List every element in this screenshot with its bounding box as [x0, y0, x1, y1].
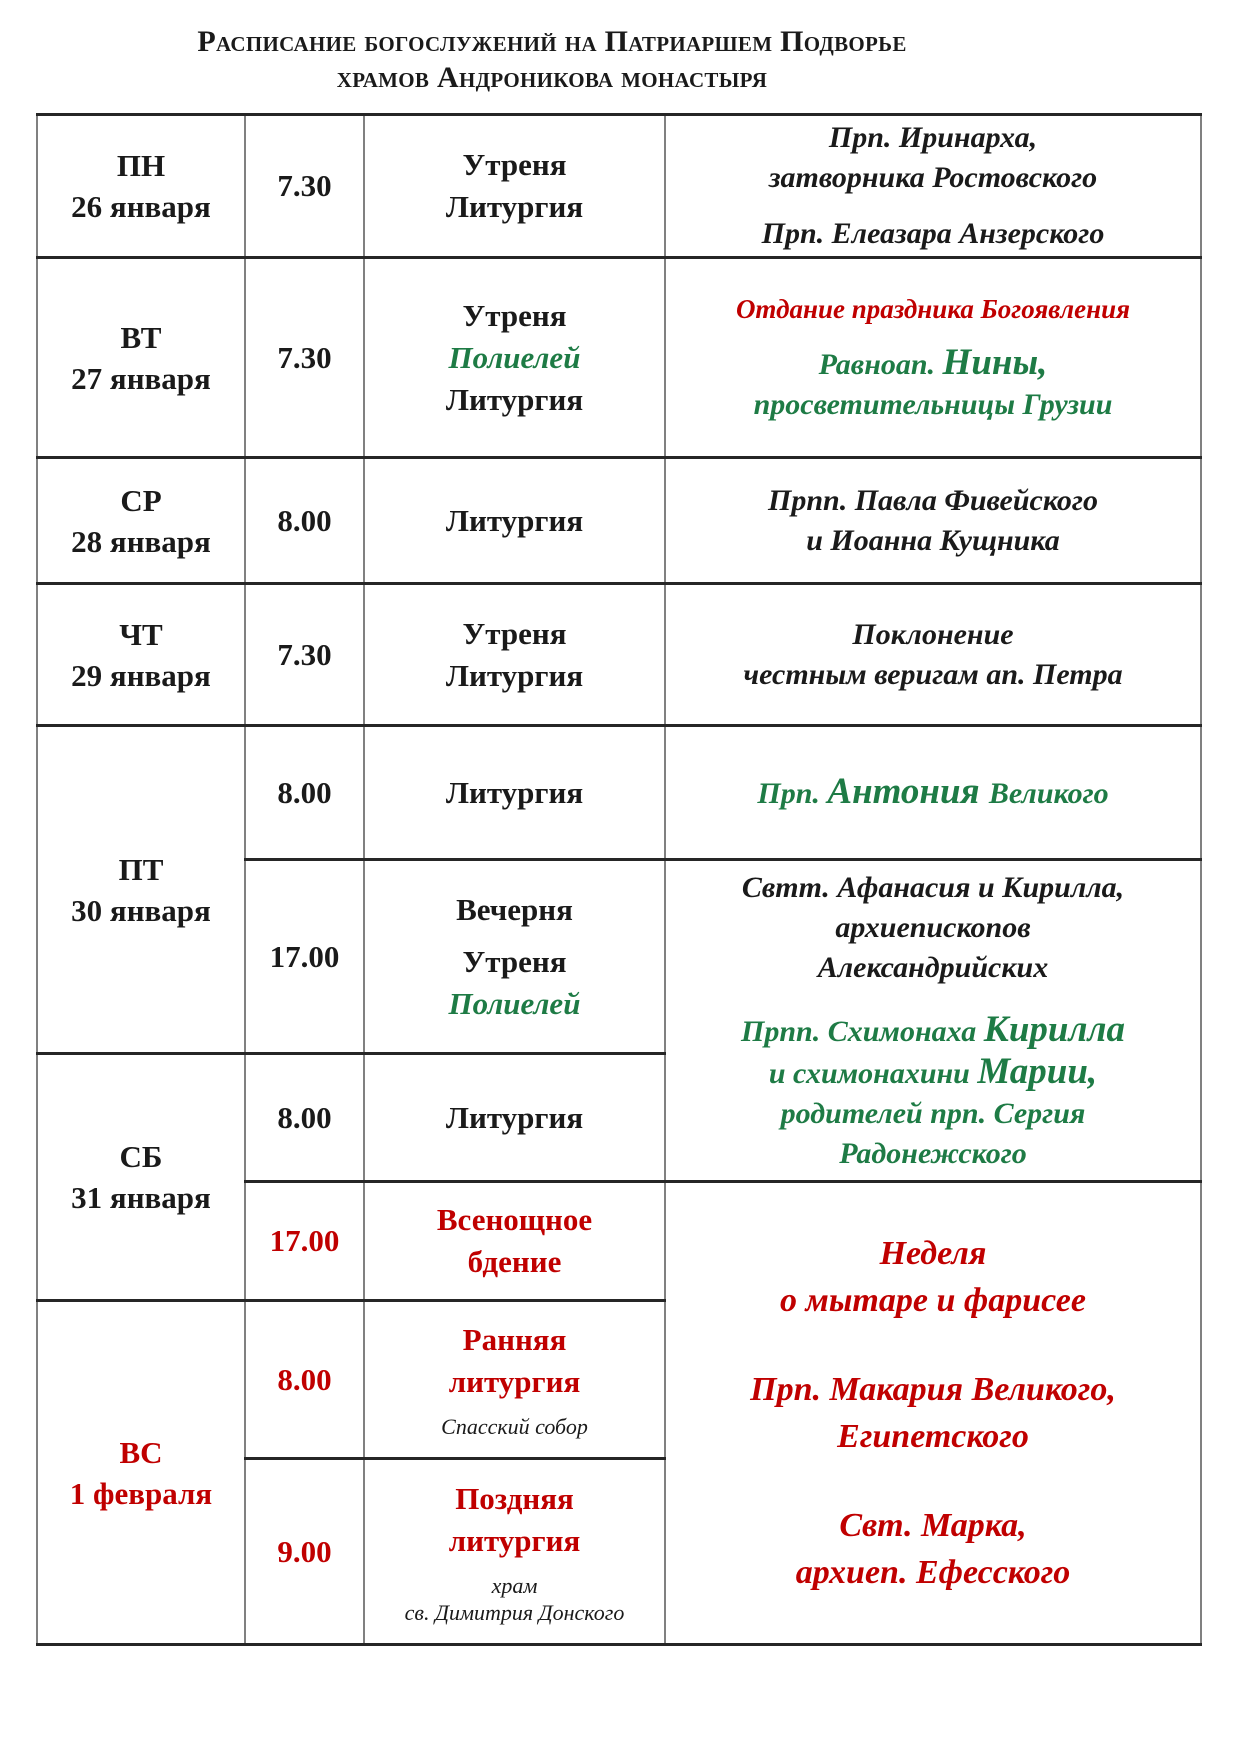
feast-line: честным веригам ап. Петра [743, 657, 1123, 691]
service-location [369, 1572, 660, 1626]
service-line-polyeleos: Полиелей [448, 985, 581, 1021]
feast-line: Прп. Макария Великого, [750, 1371, 1116, 1408]
feast-line: о мытаре и фарисее [780, 1282, 1086, 1319]
day-abbr: ПН [116, 148, 166, 183]
service-line: литургия [448, 1364, 581, 1399]
feast-line: Прп. Иринарха, [828, 121, 1038, 154]
day-cell-sunday [37, 1301, 245, 1645]
row-wednesday [37, 458, 1201, 584]
service-cell-saturday-vigil [364, 1182, 665, 1301]
feast-line [670, 1052, 1196, 1094]
feast-paragraph-leavetaking: Отдание праздника Богоявления [735, 293, 1131, 324]
feast-cell-wednesday [665, 458, 1201, 584]
day-cell-wednesday [37, 458, 245, 584]
feast-line: Свтт. Афанасия и Кирилла, [741, 870, 1125, 904]
service-line: Литургия [445, 774, 584, 810]
feast-paragraph [670, 868, 1196, 988]
service-line: Всенощное [436, 1202, 593, 1237]
service-cell-monday [364, 115, 665, 258]
feast-line: родителей прп. Сергия [780, 1096, 1086, 1130]
day-date: 31 января [71, 1180, 211, 1215]
feast-cell-monday [665, 115, 1201, 258]
feast-line: Радонежского [839, 1136, 1027, 1170]
feast-line: просветительницы Грузии [753, 387, 1113, 421]
day-cell-thursday [37, 584, 245, 726]
service-line: литургия [448, 1522, 581, 1558]
time-cell-monday: 7.30 [245, 115, 364, 258]
time-cell-wednesday: 8.00 [245, 458, 364, 584]
feast-paragraph [670, 343, 1196, 425]
day-abbr: СБ [119, 1139, 163, 1174]
service-cell-tuesday [364, 258, 665, 458]
day-cell-friday [37, 726, 245, 1054]
row-tuesday [37, 258, 1201, 458]
feast-run-emphasis: Нины, [942, 341, 1048, 383]
day-date: 27 января [71, 360, 211, 396]
service-cell-sunday-late [364, 1459, 665, 1645]
feast-cell-sunday [665, 1182, 1201, 1645]
time-cell-friday-morning: 8.00 [245, 726, 364, 860]
feast-line: затворника Ростовского [768, 161, 1098, 194]
service-cell-wednesday [364, 458, 665, 584]
feast-run-emphasis: Антония [827, 770, 989, 812]
feast-paragraph [670, 1010, 1196, 1174]
day-date: 30 января [71, 892, 211, 928]
service-cell-friday-evening [364, 860, 665, 1054]
day-cell-monday [37, 115, 245, 258]
feast-line: Прп. Елеазара Анзерского [761, 217, 1105, 250]
service-line: Литургия [445, 502, 584, 538]
feast-line: и Иоанна Кущника [806, 523, 1060, 557]
day-abbr: СР [120, 482, 162, 518]
feast-paragraph [670, 1502, 1196, 1596]
time-cell-sunday-early: 8.00 [245, 1301, 364, 1459]
row-friday-morning [37, 726, 1201, 860]
feast-run: Прп. [757, 776, 828, 810]
service-cell-friday-morning [364, 726, 665, 860]
time-cell-thursday: 7.30 [245, 584, 364, 726]
time-cell-friday-evening: 17.00 [245, 860, 364, 1054]
feast-line: Прпп. Павла Фивейского [767, 483, 1098, 517]
service-location: Спасский собор [441, 1414, 588, 1439]
row-thursday [37, 584, 1201, 726]
feast-line: Свт. Марка, [839, 1507, 1027, 1544]
feast-cell-tuesday [665, 258, 1201, 458]
feast-line: Поклонение [852, 617, 1014, 651]
service-line-polyeleos: Полиелей [448, 339, 581, 375]
feast-line: Александрийских [817, 950, 1049, 984]
feast-cell-friday-morning [665, 726, 1201, 860]
service-line: Поздняя [455, 1480, 574, 1516]
feast-line: архиеп. Ефесского [795, 1554, 1071, 1591]
day-date: 26 января [71, 189, 211, 224]
time-cell-saturday-vigil: 17.00 [245, 1182, 364, 1301]
feast-run: Равноап. [818, 347, 943, 381]
feast-paragraph [670, 118, 1196, 198]
feast-paragraph-week [670, 1230, 1196, 1324]
service-line: Утреня [462, 615, 567, 651]
feast-line [670, 343, 1196, 385]
day-date: 1 февраля [69, 1475, 213, 1511]
feast-paragraph [670, 214, 1196, 254]
page-title-line1: Расписание богослужений на Патриаршем Подворье [197, 25, 907, 58]
day-date: 29 января [71, 657, 211, 693]
feast-run-emphasis: Марии, [977, 1050, 1098, 1092]
page-title-line2: храмов Андроникова монастыря [336, 61, 768, 94]
service-line: Ранняя [462, 1322, 567, 1357]
service-location-line: св. Димитрия Донского [404, 1599, 625, 1625]
service-line: Утреня [462, 147, 567, 182]
feast-line: архиепископов [835, 910, 1031, 944]
time-cell-saturday-morning: 8.00 [245, 1054, 364, 1182]
day-cell-saturday [37, 1054, 245, 1301]
service-cell-sunday-early [364, 1301, 665, 1459]
row-monday [37, 115, 1201, 258]
feast-run: Великого [988, 776, 1109, 810]
feast-paragraph [670, 1366, 1196, 1460]
service-line: Литургия [445, 1099, 584, 1135]
feast-cell-thursday [665, 584, 1201, 726]
service-line: бдение [467, 1244, 562, 1279]
feast-line [670, 1010, 1196, 1052]
service-line: Литургия [445, 657, 584, 693]
time-cell-tuesday: 7.30 [245, 258, 364, 458]
feast-run: Прпп. Схимонаха [741, 1014, 984, 1048]
time-cell-sunday-late: 9.00 [245, 1459, 364, 1645]
service-line: Вечерня [456, 891, 573, 927]
service-line: Литургия [445, 189, 584, 224]
service-line: Литургия [445, 381, 584, 417]
schedule-table [36, 113, 1202, 1646]
day-abbr: ВС [119, 1434, 163, 1470]
service-cell-thursday [364, 584, 665, 726]
feast-run-emphasis: Кирилла [983, 1008, 1125, 1050]
page-title [36, 24, 1068, 96]
day-abbr: ЧТ [119, 616, 163, 652]
day-abbr: ПТ [118, 851, 164, 887]
day-abbr: ВТ [120, 319, 162, 355]
service-cell-saturday-morning [364, 1054, 665, 1182]
feast-cell-friday-evening-saturday-morning [665, 860, 1201, 1182]
feast-run: и схимонахини [768, 1056, 978, 1090]
feast-line: Египетского [837, 1418, 1029, 1455]
service-line: Утреня [462, 297, 567, 333]
service-line: Утреня [462, 943, 567, 979]
day-cell-tuesday [37, 258, 245, 458]
day-date: 28 января [71, 523, 211, 559]
service-location-line: храм [491, 1572, 538, 1598]
feast-line: Неделя [879, 1235, 987, 1272]
